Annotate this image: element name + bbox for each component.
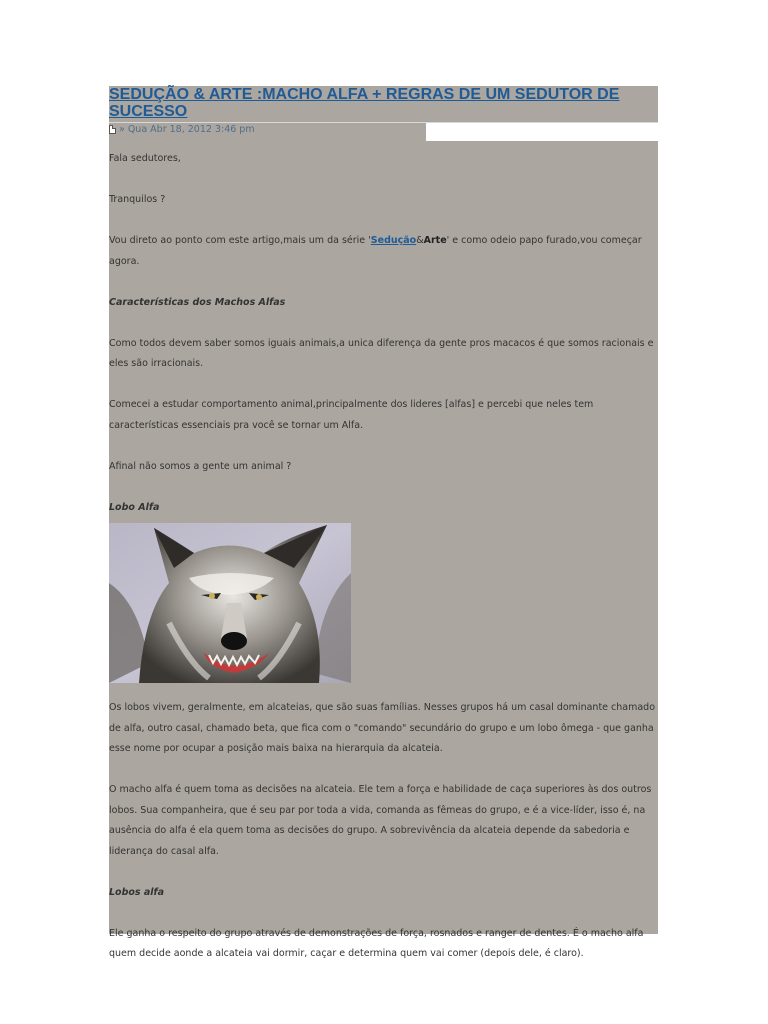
- post-date: » Qua Abr 18, 2012 3:46 pm: [119, 124, 255, 135]
- post-title-link[interactable]: SEDUÇÃO & ARTE :MACHO ALFA + REGRAS DE UM SEDUTOR DE SUCESSO: [109, 86, 620, 120]
- intro-arte-bold: Arte: [423, 235, 447, 246]
- post-meta: [109, 124, 255, 135]
- paragraph-animais: Como todos devem saber somos iguais animais,a unica diferença da gente pros macacos é que somos racionais e eles são irracionais.: [109, 337, 654, 369]
- heading-caracteristicas: Características dos Machos Alfas: [109, 296, 286, 308]
- seducao-link[interactable]: Sedução: [370, 235, 417, 246]
- forum-post: [109, 86, 658, 959]
- paragraph-afinal: Afinal não somos a gente um animal ?: [109, 460, 292, 472]
- wolf-image: [109, 523, 351, 683]
- intro-text-after: ' e como odeio papo furado,vou começar agora.: [109, 235, 642, 267]
- paragraph-greeting: Fala sedutores,: [109, 153, 181, 164]
- paragraph-comportamento: Comecei a estudar comportamento animal,principalmente dos lideres [alfas] e percebi que neles tem características essenciais pra você se tornar um Alfa.: [109, 399, 594, 431]
- intro-ampersand: &: [416, 235, 424, 246]
- intro-text-before: Vou direto ao ponto com este artigo,mais um da série ': [109, 235, 371, 246]
- post-meta-row: [109, 123, 658, 141]
- paragraph-question: Tranquilos ?: [109, 194, 166, 205]
- heading-lobo-alfa: Lobo Alfa: [109, 501, 160, 513]
- paragraph-respeito: Ele ganha o respeito do grupo através de demonstrações de força, rosnados e ranger de dentes. É o macho alfa quem decide aonde a alcateia vai dormir, caçar e determina quem vai comer (depois dele, é claro).: [109, 927, 644, 959]
- paragraph-lobos-vivem: Os lobos vivem, geralmente, em alcateias, que são suas famílias. Nesses grupos há um casal dominante chamado de alfa, outro casal, chamado beta, que fica com o "comando" secundário do grupo e um lobo ômega - que ganha esse nome por ocupar a posição mais baixa na hierarquia da alcateia.: [109, 702, 656, 754]
- heading-lobos-alfa: Lobos alfa: [109, 886, 165, 898]
- paragraph-macho-alfa: O macho alfa é quem toma as decisões na alcateia. Ele tem a força e habilidade de caça superiores às dos outros lobos. Sua companheira, que é seu par por toda a vida, comanda as fêmeas do grupo, e é a vice-líder, isso é, na ausência do alfa é ela quem toma as decisões do grupo. A sobrevivência da alcateia depende da sabedoria e liderança do casal alfa.: [109, 784, 652, 857]
- post-title[interactable]: [109, 86, 658, 120]
- post-icon[interactable]: [109, 125, 116, 134]
- paragraph-intro: [109, 231, 658, 272]
- meta-strip: [426, 123, 658, 141]
